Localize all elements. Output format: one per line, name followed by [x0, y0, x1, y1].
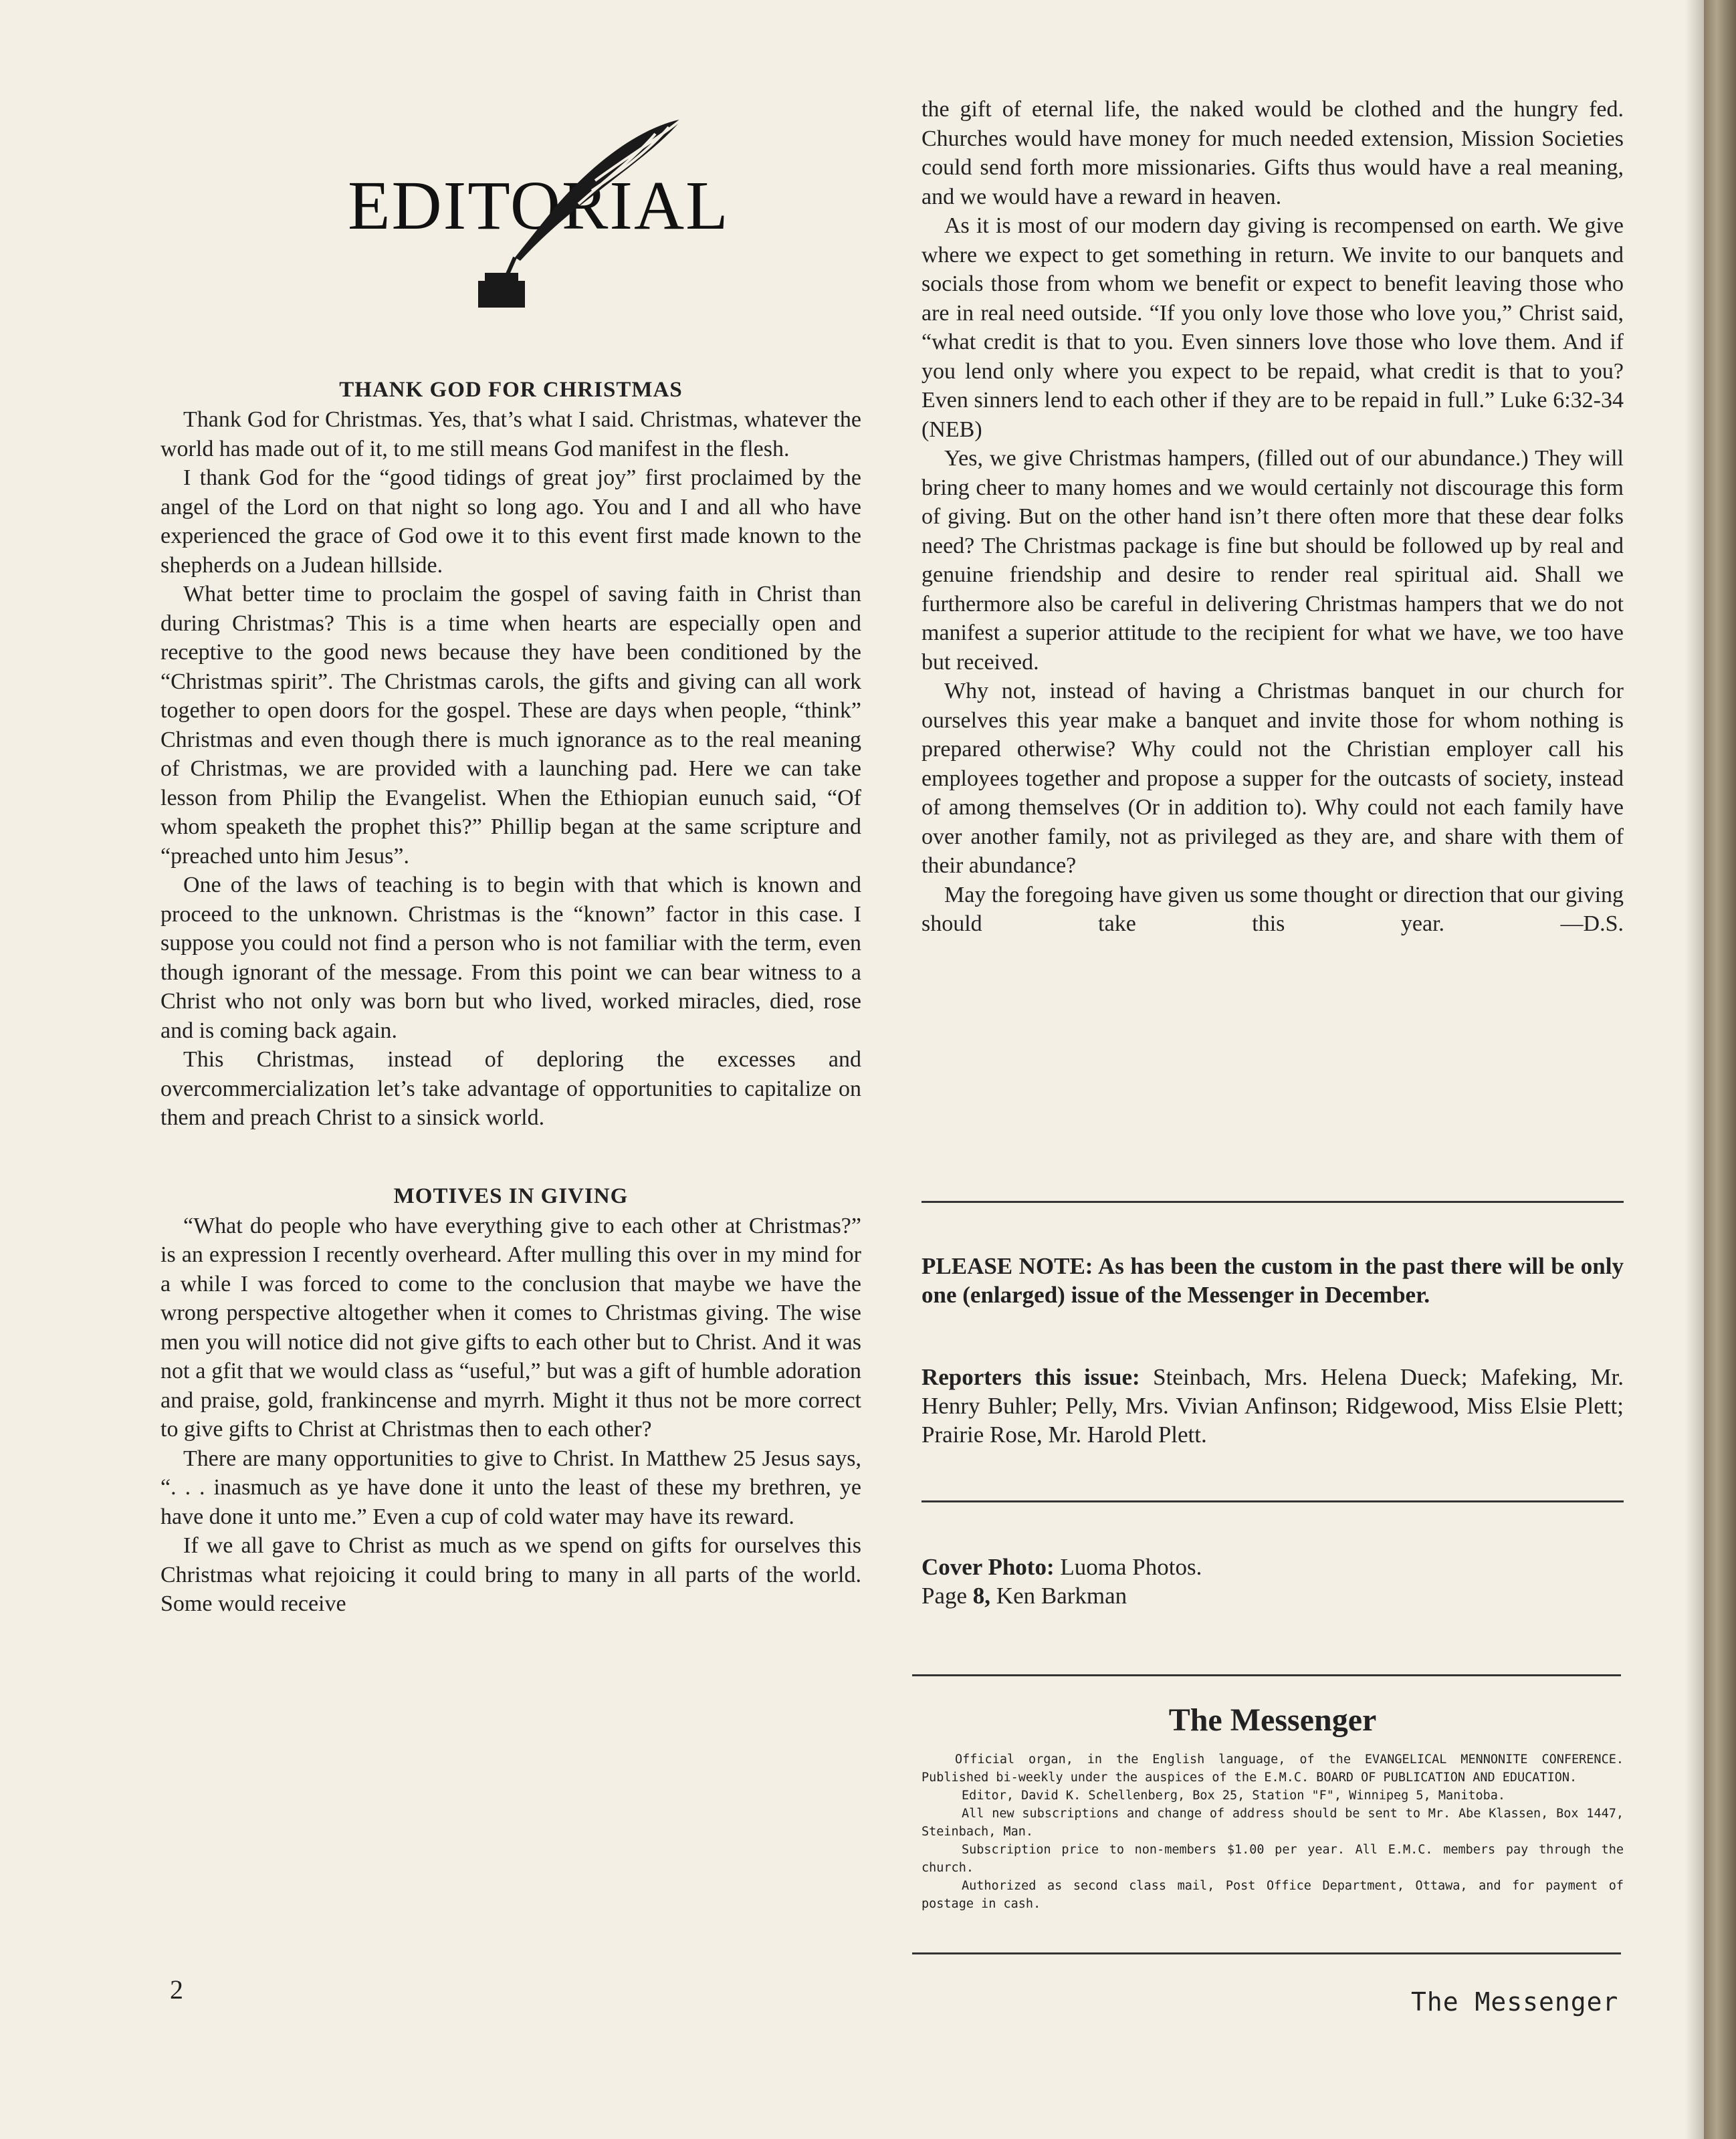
paragraph: Why not, instead of having a Christmas banquet in our church for ourselves this year make a banquet and invite those for whom nothing is prepared otherwise? Why could not the Christian employer call his employees together and propose a supper for the outcasts of society, instead of among themselves (Or in addition to). Why could not each family have over another family, not as privileged as they are, and share with them of their abundance? [921, 679, 1624, 878]
footer-publication: The Messenger [1411, 1987, 1619, 2017]
paragraph: I thank God for the “good tidings of great joy” first proclaimed by the angel of the Lord on that night so long ago. You and I and all who have experienced the grace of God owe it to this event first made known to the shepherds on a Judean hillside. [160, 465, 861, 578]
messenger-line: All new subscriptions and change of address should be sent to Mr. Abe Klassen, Box 1447, Steinbach, Man. [921, 1807, 1624, 1839]
divider [921, 1201, 1624, 1203]
paragraph: One of the laws of teaching is to begin with that which is known and proceed to the unknown. Christmas is the “known” factor in this case. I suppose you could not find a person who is not familiar with the term, even though ignorant of the message. From this point we can bear witness to a Christ who not only was born but who lived, worked miracles, died, rose and is coming back again. [160, 873, 861, 1043]
paragraph: There are many opportunities to give to Christ. In Matthew 25 Jesus says, “. . . inasmuch as ye have done it unto the least of these my brethren, ye have done it unto me.” Even a cup of cold water may have its reward. [160, 1446, 861, 1529]
paragraph: Thank God for Christmas. Yes, that’s what I said. Christmas, whatever the world has made out of it, to me still means God manifest in the flesh. [160, 407, 861, 461]
masthead-title: EDITORIAL [348, 167, 730, 244]
divider [912, 1952, 1621, 1954]
binding-spine [1704, 0, 1736, 2139]
reporters-block [921, 1363, 1624, 1449]
divider [912, 1674, 1621, 1676]
page-credit: Ken Barkman [996, 1583, 1127, 1609]
paragraph: As it is most of our modern day giving is recompensed on earth. We give where we expect to get something in return. We invite to our banquets and socials those from whom we benefit or expect to benefit leaving those who are in real need outside. “If you only love those who love you,” Christ said, “what credit is that to you. Even sinners love those who love them. And if you lend only where you expect to be repaid, what credit is that to you? Even sinners lend to each other if they are to be repaid in full.” Luke 6:32-34 (NEB) [921, 213, 1624, 442]
paragraph: If we all gave to Christ as much as we spend on gifts for ourselves this Christmas what rejoicing it could bring to many in all parts of the world. Some would receive [160, 1533, 861, 1616]
page-number: 2 [170, 1975, 183, 2005]
page-label: Page [921, 1583, 968, 1609]
messenger-line: Subscription price to non-members $1.00 per year. All E.M.C. members pay through the church. [921, 1843, 1624, 1875]
paragraph: This Christmas, instead of deploring the excesses and overcommercialization let’s take advantage of opportunities to capitalize on them and preach Christ to a sinsick world. [160, 1047, 861, 1130]
please-note-block [921, 1252, 1624, 1309]
paragraph: What better time to proclaim the gospel of saving faith in Christ than during Christmas? This is a time when hearts are especially open and receptive to the good news because they have been conditioned by the “Christmas spirit”. The Christmas carols, the gifts and giving can all work together to open doors for the gospel. These are days when people, “think” Christmas and even though there is much ignorance as to the real meaning of Christmas, we are provided with a launching pad. Here we can take lesson from Philip the Evangelist. When the Ethiopian eunuch said, “Of whom speaketh the prophet this?” Phillip began at the same scripture and “preached unto him Jesus”. [160, 582, 861, 869]
editorial-masthead [348, 114, 736, 314]
reporters-label: Reporters this issue: [921, 1364, 1140, 1390]
messenger-line: Editor, David K. Schellenberg, Box 25, Station "F", Winnipeg 5, Manitoba. [962, 1789, 1506, 1803]
page-edge-shadow [1685, 0, 1704, 2139]
left-column [160, 374, 861, 1619]
paragraph: May the foregoing have given us some thought or direction that our giving should take this year. —D.S. [921, 882, 1624, 936]
reporters-text: Steinbach, Mrs. Helena Dueck; Mafeking, Mr. Henry Buhler; Pelly, Mrs. Vivian Anfinson; Ridgewood, Miss Elsie Plett; Prairie Rose, Mr. Harold Plett. [921, 1364, 1624, 1448]
messenger-title: The Messenger [1168, 1702, 1377, 1738]
messenger-info-block [921, 1702, 1624, 1913]
paragraph: Yes, we give Christmas hampers, (filled out of our abundance.) They will bring cheer to many homes and we would certainly not discourage this form of giving. But on the other hand isn’t there often more that these dear folks need? The Christmas package is fine but should be followed up by real and genuine friendship and desire to render real spiritual aid. Shall we furthermore also be careful in delivering Christmas hampers that we do not manifest a superior attitude to the recipient for what we have, we too have but received. [921, 446, 1624, 675]
right-column [921, 95, 1624, 939]
paragraph: “What do people who have everything give to each other at Christmas?” is an expression I recently overheard. After mulling this over in my mind for a while I was forced to come to the conclusion that maybe we have the wrong perspective altogether when it comes to Christmas giving. The wise men you will notice did not give gifts to each other but to Christ. And it was not a gfit that we would class as “useful,” but was a gift of humble adoration and praise, gold, frankincense and myrrh. Might it thus not be more correct to give gifts to Christ at Christmas then to each other? [160, 1213, 861, 1442]
article-heading: THANK GOD FOR CHRISTMAS [339, 378, 683, 402]
please-note: PLEASE NOTE: As has been the custom in the past there will be only one (enlarged) issue of the Messenger in December. [921, 1253, 1624, 1308]
cover-photo-text: Luoma Photos. [1060, 1554, 1202, 1580]
cover-photo-label: Cover Photo: [921, 1554, 1055, 1580]
messenger-line: Authorized as second class mail, Post Office Department, Ottawa, and for payment of postage in cash. [921, 1879, 1624, 1911]
divider [921, 1500, 1624, 1502]
quill-and-inkwell-icon [441, 114, 695, 314]
messenger-line: Official organ, in the English language, of the EVANGELICAL MENNONITE CONFERENCE. Published bi-weekly under the auspices of the E.M.C. BOARD OF PUBLICATION AND EDUCATION. [921, 1753, 1624, 1785]
page-num: 8, [972, 1583, 991, 1609]
paragraph: the gift of eternal life, the naked would be clothed and the hungry fed. Churches would have money for much needed extension, Mission Societies could send forth more missionaries. Gifts thus would have a real meaning, and we would have a reward in heaven. [921, 97, 1624, 209]
article-heading: MOTIVES IN GIVING [393, 1184, 629, 1208]
cover-photo-block [921, 1553, 1624, 1610]
